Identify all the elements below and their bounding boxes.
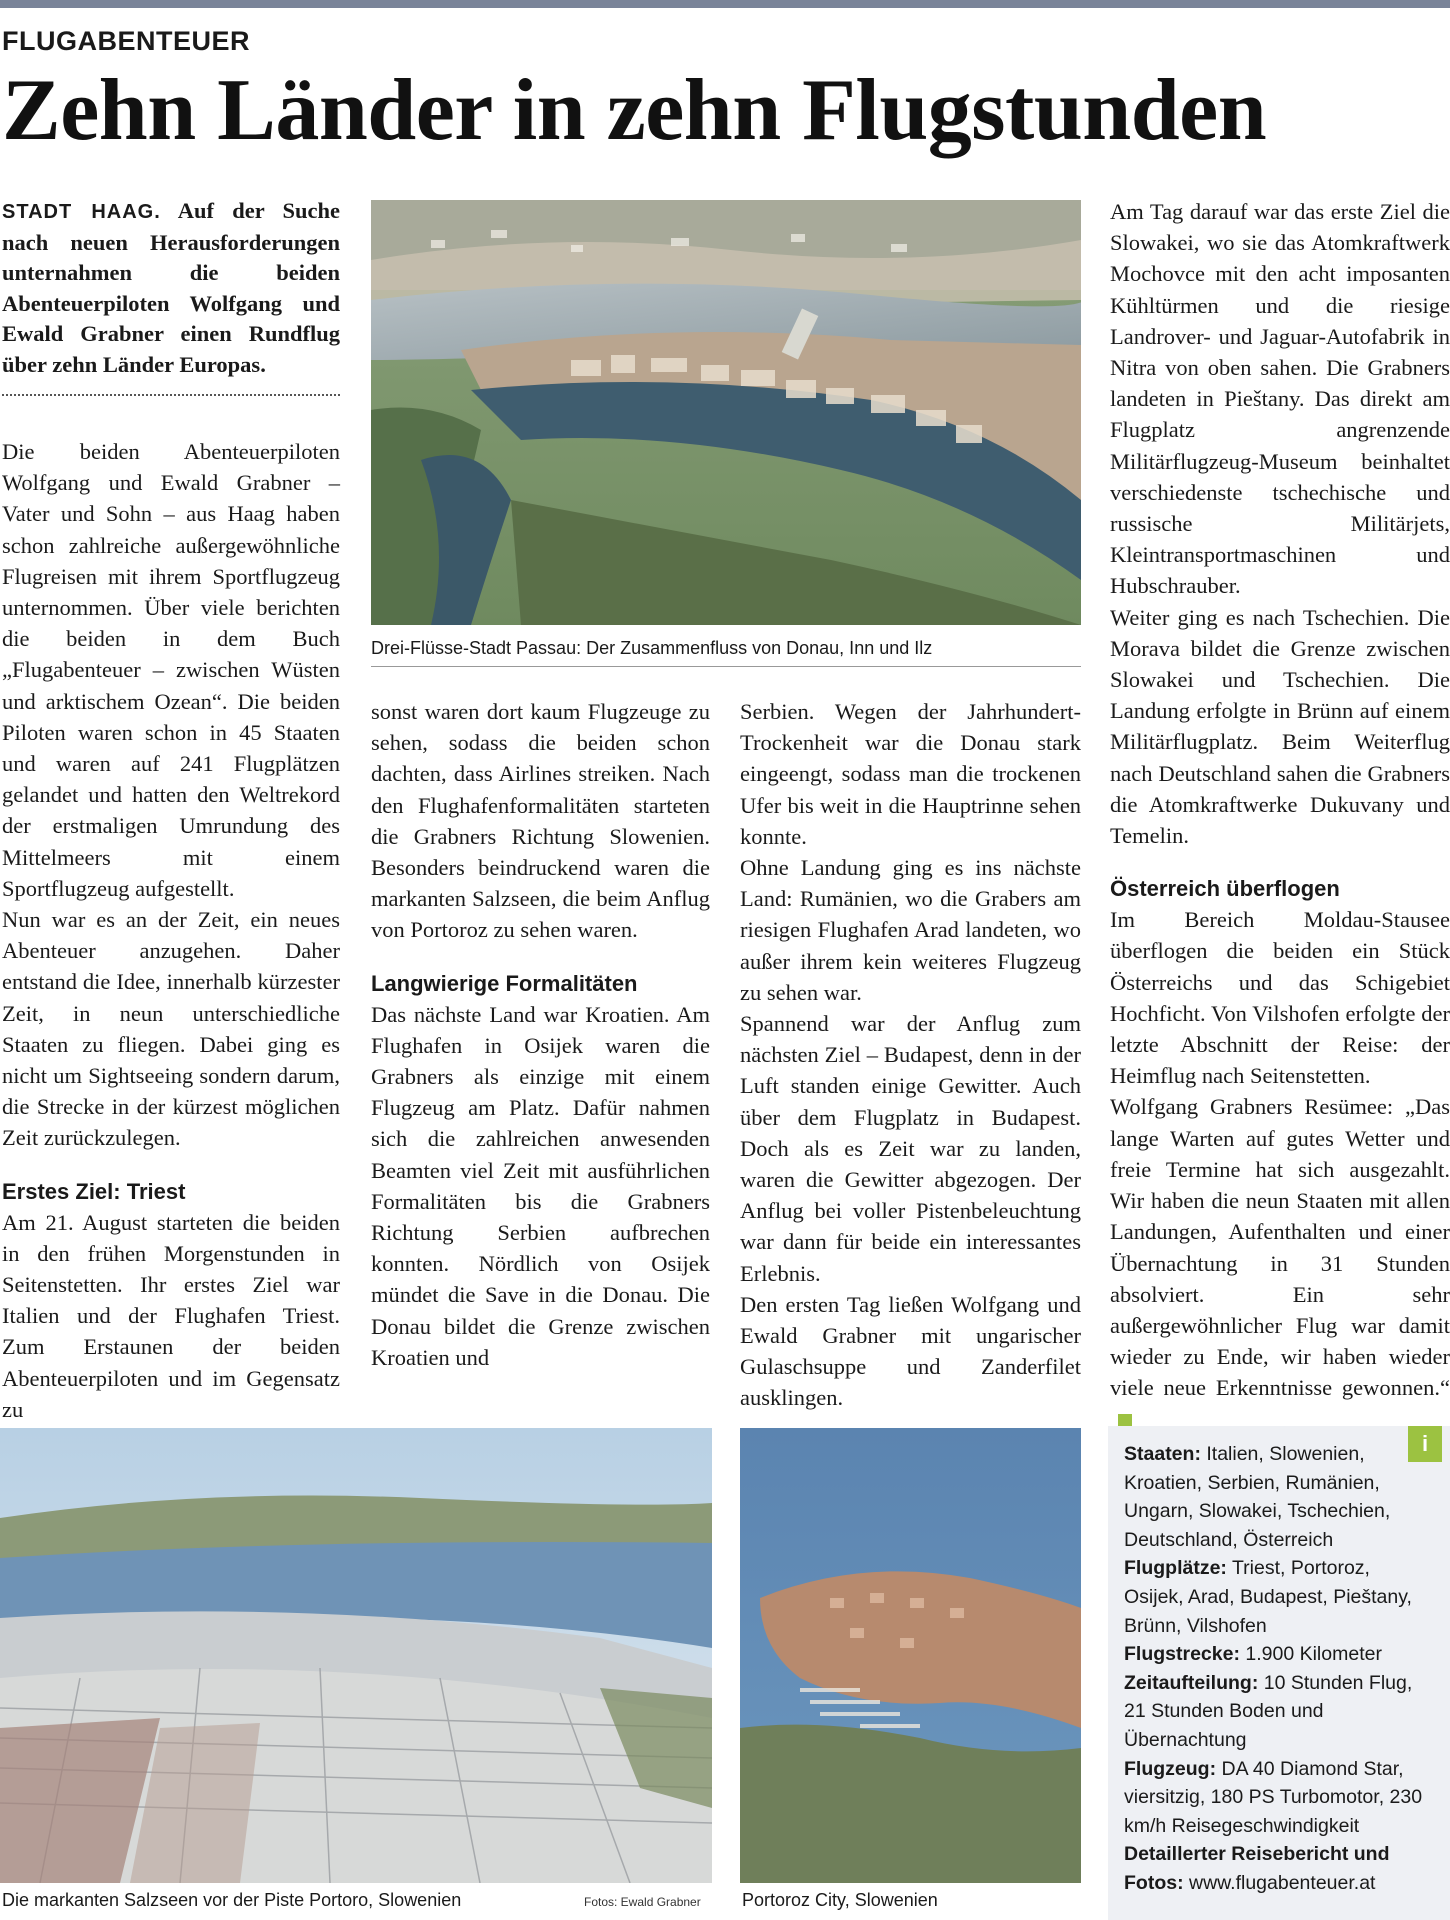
passau-aerial-image (371, 200, 1081, 625)
info-label-flugstrecke: Flugstrecke: (1124, 1643, 1240, 1666)
info-label-bericht: Detaillerter Reisebericht und Fotos: (1124, 1843, 1390, 1894)
salt-lakes-image (0, 1428, 712, 1883)
info-label-flugplaetze: Flugplätze: (1124, 1557, 1227, 1580)
body-paragraph: Am 21. August starteten die beiden in den frühen Morgenstunden in Seitenstetten. Ihr erstes Ziel war Italien und der Flughafen Triest. Zum Erstaunen der beiden Abenteuerpiloten und im Gegensatz zu (2, 1209, 340, 1422)
column-1 (2, 196, 340, 1425)
caption-passau: Drei-Flüsse-Stadt Passau: Der Zusammenfluss von Donau, Inn und Ilz (371, 638, 933, 658)
info-value-zeit: 10 Stunden Flug, 21 Stunden Boden und Übernachtung (1124, 1671, 1413, 1751)
info-value-flugstrecke: 1.900 Kilometer (1239, 1643, 1382, 1666)
info-value-flugzeug: DA 40 Diamond Star, viersitzig, 180 PS Turbomotor, 230 km/h Reisegeschwindigkeit (1124, 1757, 1423, 1837)
body-paragraph: sonst waren dort kaum Flugzeuge zu sehen, sodass die beiden schon dachten, dass Airlines streiken. Nach den Flughafenformalitäten starteten die Grabners Richtung Slowenien. Besonders beindruckend waren die markanten Salzseen, die beim Anflug von Portoroz zu sehen waren. (371, 699, 710, 943)
dotted-separator (2, 394, 340, 396)
photo-passau (371, 200, 1081, 625)
body-paragraph: Serbien. Wegen der Jahrhundert-Trockenheit war die Donau stark eingeengt, sodass man die trockenen Ufer bis weit in die Hauptrinne sehen konnte. (740, 699, 1081, 849)
info-value-flugplaetze: Triest, Portoroz, Osijek, Arad, Budapest, Pieštany, Brünn, Vilshofen (1124, 1557, 1412, 1637)
photo-portoroz (740, 1428, 1081, 1883)
top-rule (0, 0, 1450, 8)
info-value-staaten: Italien, Slowenien, Kroatien, Serbien, Rumänien, Ungarn, Slowakei, Tschechien, Deutschland, Österreich (1124, 1443, 1391, 1551)
closing-quote-text: Wolfgang Grabners Resümee: „Das lange Warten auf gutes Wetter und freie Termine hat sich ausgezahlt. Wir haben die neun Staaten mit allen Landungen, Aufenthalten und einer Übernachtung in 31 Stunden absolviert. Ein sehr außergewöhnlicher Flug war damit wieder zu Ende, wir haben wieder viele neue Erkenntnisse gewonnen.“ (1110, 1094, 1450, 1401)
info-icon: i (1408, 1426, 1442, 1462)
info-box (1108, 1426, 1450, 1920)
body-paragraph: Im Bereich Moldau-Stausee überflogen die beiden ein Stück Österreichs und das Schigebiet Hochficht. Von Vilshofen erfolgte der letzte Abschnitt der Reise: der Heimflug nach Seitenstetten. (1110, 907, 1450, 1089)
body-paragraph: Nun war es an der Zeit, ein neues Abenteuer anzugehen. Daher entstand die Idee, innerhalb kürzester Zeit, in neun unterschiedliche Staaten zu fliegen. Dabei ging es nicht um Sightseeing sondern darum, die Strecke in der kürzest möglichen Zeit zurückzulegen. (2, 907, 340, 1151)
body-paragraph: Am Tag darauf war das erste Ziel die Slowakei, wo sie das Atomkraftwerk Mochovce mit den acht imposanten Kühltürmen und die riesige Landrover- und Jaguar-Autofabrik in Nitra von oben sahen. Die Grabners landeten in Pieštany. Das direkt am Flugplatz angrenzende Militärflugzeug-Museum beinhaltet verschiedenste tschechische und russische Militärjets, Kleintransportmaschinen und Hubschrauber. (1110, 199, 1450, 599)
caption-portoroz: Portoroz City, Slowenien (742, 1890, 938, 1910)
photo-credit: Fotos: Ewald Grabner (584, 1895, 701, 1909)
info-text (1124, 1440, 1424, 1898)
lead-location: STADT HAAG. (2, 201, 161, 223)
body-paragraph: Weiter ging es nach Tschechien. Die Morava bildet die Grenze zwischen Slowakei und Tschechien. Die Landung erfolgte in Brünn auf einem Militärflugplatz. Beim Weiterflug nach Deutschland sahen die Grabners die Atomkraftwerke Dukuvany und Temelin. (1110, 604, 1450, 849)
info-label-flugzeug: Flugzeug: (1124, 1757, 1217, 1780)
column-3 (740, 696, 1081, 1414)
lead-text: Auf der Suche nach neuen Herausforderungen unternahmen die beiden Abenteuerpiloten Wolfgang und Ewald Grabner einen Rundflug über zehn Länder Europas. (2, 198, 340, 377)
body-paragraph (1110, 1091, 1450, 1434)
body-paragraph: Spannend war der Anflug zum nächsten Ziel – Budapest, denn in der Luft standen einige Gewitter. Auch über dem Flugplatz in Budapest. Doch als es Zeit war zu landen, waren die Gewitter abgezogen. Der Anflug bei voller Pistenbeleuchtung war dann für beide ein interessantes Erlebnis. (740, 1011, 1081, 1286)
lead-paragraph (2, 196, 340, 380)
caption-rule (371, 666, 1081, 667)
photo-salzseen (0, 1428, 712, 1883)
body-paragraph: Die beiden Abenteuerpiloten Wolfgang und Ewald Grabner – Vater und Sohn – aus Haag haben schon zahlreiche außergewöhnliche Flugreisen mit ihrem Sportflugzeug unternommen. Über viele berichten die beiden in dem Buch „Flugabenteuer – zwischen Wüsten und arktischem Ozean“. Die beiden Piloten waren schon in 45 Staaten und waren auf 241 Flugplätzen gelandet und hatten den Weltrekord der erstmaligen Umrundung des Mittelmeers mit einem Sportflugzeug aufgestellt. (2, 439, 340, 901)
subhead-triest: Erstes Ziel: Triest (2, 1178, 186, 1204)
info-value-bericht: www.flugabenteuer.at (1183, 1871, 1376, 1894)
body-paragraph: Den ersten Tag ließen Wolfgang und Ewald Grabner mit ungarischer Gulaschsuppe und Zanderfilet ausklingen. (740, 1291, 1081, 1411)
info-label-staaten: Staaten: (1124, 1443, 1201, 1465)
subhead-formalitaeten: Langwierige Formalitäten (371, 970, 638, 996)
info-label-zeit: Zeitaufteilung: (1124, 1671, 1259, 1694)
kicker: FLUGABENTEUER (2, 26, 250, 56)
column-4 (1110, 196, 1450, 1435)
body-paragraph: Das nächste Land war Kroatien. Am Flughafen in Osijek waren die Grabners als einzige mit einem Flugzeug am Platz. Dafür nahmen sich die zahlreichen anwesenden Beamten viel Zeit mit ausführlichen Formalitäten bis die Grabners Richtung Serbien aufbrechen konnten. Nördlich von Osijek mündet die Save in die Donau. Die Donau bildet die Grenze zwischen Kroatien und (371, 1001, 710, 1370)
body-paragraph: Ohne Landung ging es ins nächste Land: Rumänien, wo die Grabers am riesigen Flughafen Arad landeten, wo außer ihrem kein weiteres Flugzeug zu sehen war. (740, 855, 1081, 1005)
headline: Zehn Länder in zehn Flugstunden (2, 62, 1267, 159)
subhead-oesterreich: Österreich überflogen (1110, 876, 1340, 902)
column-2 (371, 696, 710, 1373)
caption-salzseen: Die markanten Salzseen vor der Piste Portoro, Slowenien (2, 1890, 462, 1910)
portoroz-aerial-image (740, 1428, 1081, 1883)
